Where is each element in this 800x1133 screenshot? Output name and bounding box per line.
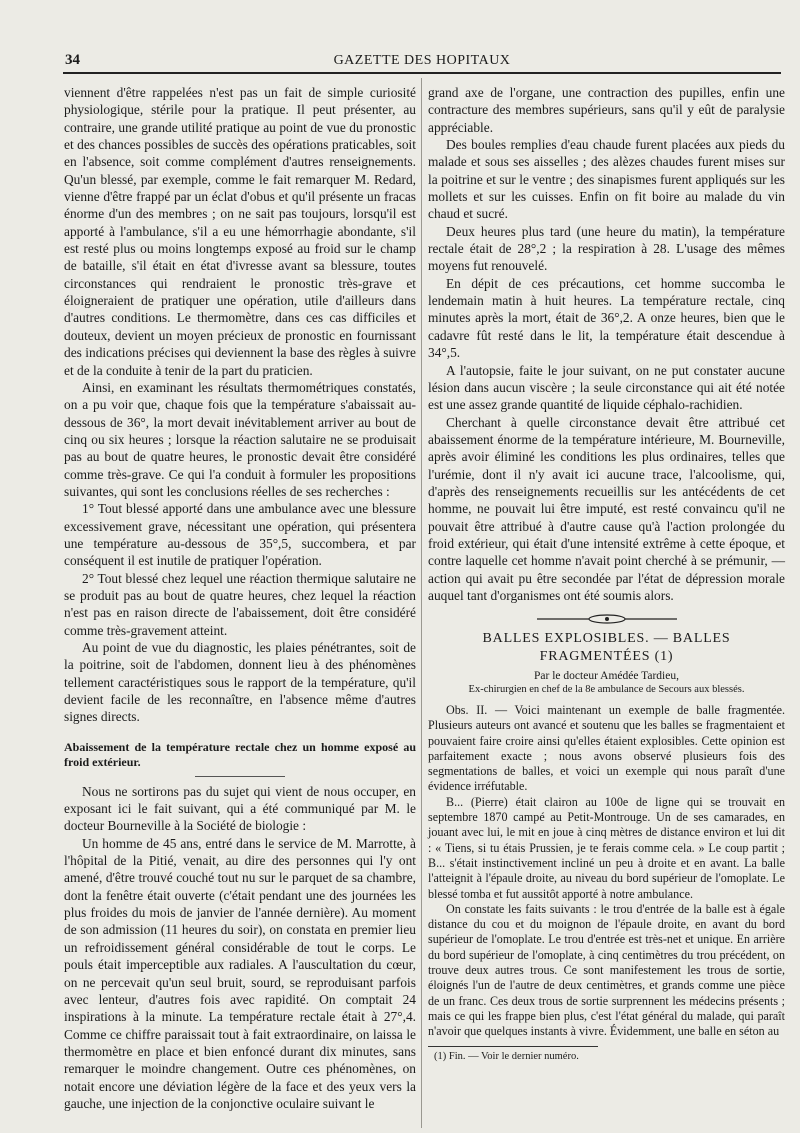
paragraph: grand axe de l'organe, une contraction des pupilles, enfin une contracture des membres supérieurs, sans qu'il y eût de paralysie appréciable. (428, 85, 785, 135)
article-title: BALLES EXPLOSIBLES. — BALLES FRAGMENTÉES (1) (482, 631, 731, 664)
article-byline-affiliation: Ex-chirurgien en chef de la 8e ambulance de Secours aux blessés. (468, 684, 745, 695)
paragraph: Deux heures plus tard (une heure du matin), la température rectale était de 28°,2 ; la respiration à 28. L'usage des mêmes moyens fut renouvelé. (428, 223, 785, 274)
paragraph: Nous ne sortirons pas du sujet qui vient de nous occuper, en exposant ici le fait suivant, qui a été communiqué par M. le docteur Bourneville à la Société de biologie : (64, 783, 416, 834)
paragraph: En dépit de ces précautions, cet homme succomba le lendemain matin à huit heures. La température rectale, cinq minutes après la mort, était de 36°,2. A onze heures, bien que le cadavre fût resté dans le lit, la température était descendue à 34°,5. (428, 275, 785, 361)
footnote: (1) Fin. — Voir le dernier numéro. (434, 1050, 579, 1062)
paragraph: Un homme de 45 ans, entré dans le service de M. Marrotte, à l'hôpital de la Pitié, venait, au dire des personnes qui l'y ont amené, d'être trouvé couché tout nu sur le parquet de sa chambre, dont la fenêtre était ouverte (c'était pendant une des journées les plus froides du mois de janvier de l'année dernière). Au moment de son admission (11 heures du soir), on constata en premier lieu un refroidissement général considérable de tout le corps. Le pouls était imperceptible aux radiales. A l'auscultation du cœur, on ne percevait qu'un seul bruit, sourd, se reproduisant parfois avec lenteur, d'autres fois avec rapidité. On comptait 24 inspirations à la minute. La température rectale était à 27°,4. Comme ce chiffre paraissait tout à fait extraordinaire, on laissa le thermomètre en place et bien enfoncé durant dix minutes, sans remarquer le moindre changement. Outre ces phénomènes, on notait encore une déviation légère de la face et des yeux vers la gauche, une injection de la conjonctive oculaire suivant le (64, 835, 416, 1111)
page-header (63, 48, 781, 74)
footnote-rule (428, 1046, 598, 1047)
paragraph: Cherchant à quelle circonstance devait être attribué cet abaissement énorme de la température intérieure, M. Bourneville, après avoir éliminé les conditions les plus ordinaires, telles que l'urémie, dont il n'y avait ici aucune trace, l'alcoolisme, qui, d'après des renseignements recueillis sur les antécédents de cet homme, ne pouvait lui être imputé, est resté convaincu qu'il ne pouvait être attribué à d'autre cause qu'à l'action prolongée du froid extérieur, qui était d'une intensité extrême à cette époque, et contre laquelle cet homme n'avait point cherché à se prémunir, — action qui avait pu être secondée par l'état de dépression morale auquel tant d'organismes ont été soumis alors. (428, 414, 785, 603)
left-column (64, 84, 416, 1133)
paragraph: Au point de vue du diagnostic, les plaies pénétrantes, soit de la poitrine, soit de l'abdomen, donnent lieu à des phénomènes tellement caractéristiques sous le rapport de la température, qu'il devient facile de les reconnaître, en l'absence même d'autres signes directs. (64, 640, 416, 725)
page-number: 34 (65, 52, 80, 68)
right-column (428, 84, 785, 1133)
article-byline: Par le docteur Amédée Tardieu, (534, 670, 679, 682)
paragraph: Obs. II. — Voici maintenant un exemple de balle fragmentée. Plusieurs auteurs ont avancé et soutenu que les balles se fragmentaient et pouvaient faire croire ainsi qu'elles étaient explosibles. Cette opinion est parfaitement exacte ; nous avons observé plusieurs fois des segmentations de balles, et voici un exemple qui nous paraît d'une évidence irréfutable. (428, 703, 785, 794)
section-ornament (428, 612, 785, 624)
paragraph: viennent d'être rappelées n'est pas un fait de simple curiosité physiologique, stérile pour la pratique. Il peut présenter, au contraire, une grande utilité pratique au point de vue du pronostic et des chances possibles de succès des opérations praticables, soit en l'absence, soit comme complément d'autres renseignements. Qu'un blessé, par exemple, comme le fait remarquer M. Redard, vienne d'être frappé par un éclat d'obus et qu'il présente un fracas énorme d'un des membres ; on ne sait pas toujours, lorsqu'il est apporté à l'ambulance, s'il a eu une hémorrhagie abondante, s'il est resté plus ou moins longtemps exposé au froid sur le champ de bataille, s'il était en état d'ivresse avant sa blessure, toutes circonstances qui rendraient le pronostic très-grave et éloigneraient de pratiquer une opération, utile d'ailleurs dans d'autres conditions. Le thermomètre, dans ces cas difficiles et douteux, devient un moyen précieux de pronostic en fournissant des indications précises qui deviennent la base des règles à suivre et de la conduite à tenir de la part du praticien. (64, 85, 416, 378)
column-divider (421, 78, 422, 1128)
paragraph: B... (Pierre) était clairon au 100e de ligne qui se trouvait en septembre 1870 campé au Petit-Montrouge. Un de ses camarades, en jouant avec lui, le mit en joue à cinq mètres de distance environ et lui dit : « Tiens, si tu étais Prussien, je te ferais comme cela. » Le coup partit ; B... s'était instinctivement incliné un peu à droite et en avant. La balle l'atteignit à l'épaule droite, au niveau du bord supérieur de l'omoplate. Le blessé tomba et fut aussitôt apporté à notre ambulance. (428, 794, 785, 901)
paragraph: Ainsi, en examinant les résultats thermométriques constatés, on a pu voir que, chaque fois que la température s'abaissait au-dessous de 36°, la mort devait inévitablement arriver au bout de cinq ou six heures ; lorsque la réaction salutaire ne se produisait pas au bout de quatre heures, le pronostic devait être considéré comme très-grave. Ce qui l'a conduit à formuler les propositions suivantes, qui sont les conclusions réelles de ses recherches : (64, 379, 416, 499)
paragraph: 1° Tout blessé apporté dans une ambulance avec une blessure excessivement grave, nécessitant une opération, qui présentera une température au-dessous de 35°,5, succombera, et par conséquent il est inutile de pratiquer l'opération. (64, 501, 416, 569)
journal-title: GAZETTE DES HOPITAUX (333, 53, 511, 68)
ornament-rule-icon (537, 613, 677, 625)
paragraph: On constate les faits suivants : le trou d'entrée de la balle est à égale distance du cou et du moignon de l'épaule droite, en avant du bord supérieur de l'omoplate. Le trou d'entrée est très-net et unique. En arrière du bord supérieur de l'omoplate, à cinq centimètres du trou précédent, on trouve deux autres trous. Ce sont manifestement les trous de sortie, éloignés l'un de l'autre de deux centimètres, et grands comme une pièce de un franc. Ces deux trous de sortie surprennent les médecins présents ; mais ce qui les frappe bien plus, c'est l'état général du malade, qui paraît n'avoir que quelques instants à vivre. Évidemment, une balle en séton au (428, 901, 785, 1039)
paragraph: A l'autopsie, faite le jour suivant, on ne put constater aucune lésion dans aucun viscère ; la seule circonstance qui ait été notée est une assez grande quantité de liquide céphalo-rachidien. (428, 362, 785, 413)
paragraph: Des boules remplies d'eau chaude furent placées aux pieds du malade et sous ses aisselles ; des alèzes chaudes furent mises sur la poitrine et sur le ventre ; des sinapismes furent appliqués sur les mollets et sur les cuisses. Enfin on fit boire au malade du vin chaud et sucré. (428, 137, 785, 222)
paragraph: 2° Tout blessé chez lequel une réaction thermique salutaire ne se produit pas au bout de quatre heures, chez lequel la réaction n'est pas en raison directe de l'abaissement, doit être considéré comme très-gravement atteint. (64, 570, 416, 638)
subheading: Abaissement de la température rectale chez un homme exposé au froid extérieur. (64, 739, 416, 769)
subheading-rule (195, 776, 285, 777)
